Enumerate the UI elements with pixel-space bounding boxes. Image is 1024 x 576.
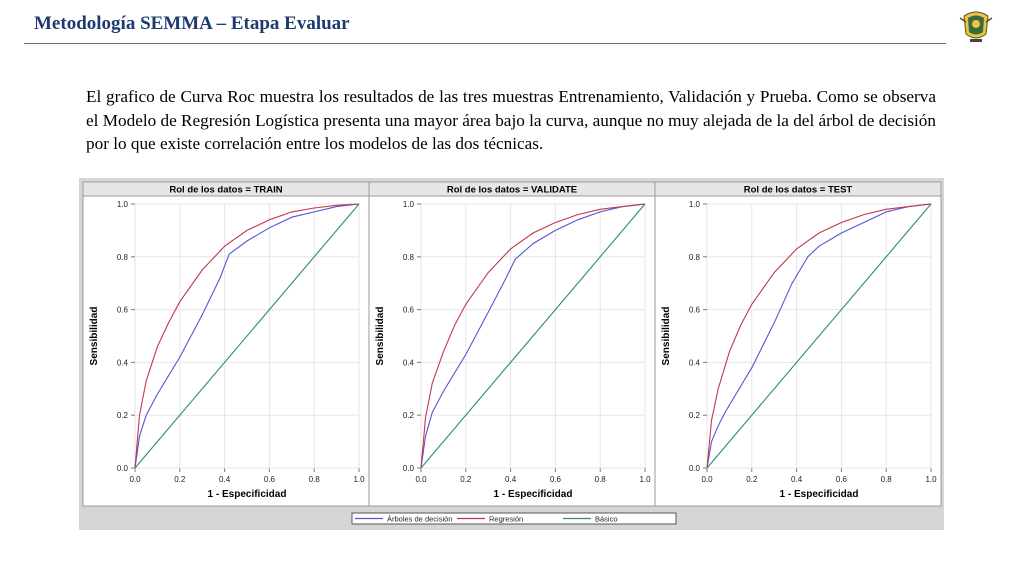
chart-legend <box>352 513 676 524</box>
x-tick-label: 0.8 <box>880 475 892 484</box>
x-tick-label: 1.0 <box>925 475 937 484</box>
legend-label: Básico <box>595 514 618 524</box>
y-tick-label: 0.2 <box>116 411 128 421</box>
y-tick-label: 0.8 <box>116 252 128 262</box>
x-tick-label: 0.2 <box>746 475 758 484</box>
x-tick-label: 0.0 <box>701 475 713 484</box>
y-tick-label: 0.8 <box>688 252 700 262</box>
legend-label: Regresión <box>489 514 524 524</box>
y-tick-label: 1.0 <box>688 200 700 209</box>
y-tick-label: 0.6 <box>688 305 700 315</box>
x-tick-label: 0.8 <box>308 475 320 484</box>
y-tick-label: 0.8 <box>402 252 414 262</box>
roc-panel-1 <box>369 182 655 506</box>
x-tick-label: 1.0 <box>353 475 365 484</box>
y-tick-label: 0.2 <box>688 411 700 421</box>
roc-panel-2 <box>655 182 941 506</box>
x-axis-label: 1 - Especificidad <box>779 489 859 500</box>
x-tick-label: 0.4 <box>505 475 517 484</box>
x-tick-label: 0.2 <box>460 475 472 484</box>
y-tick-label: 0.4 <box>402 358 414 368</box>
y-axis-label: Sensibilidad <box>661 306 672 366</box>
y-tick-label: 0.4 <box>688 358 700 368</box>
panel-title: Rol de los datos = TEST <box>743 184 853 196</box>
y-tick-label: 0.6 <box>402 305 414 315</box>
title-divider <box>24 43 946 44</box>
roc-panel-0 <box>83 182 369 506</box>
y-tick-label: 0.2 <box>402 411 414 421</box>
university-crest-logo <box>956 6 996 46</box>
y-tick-label: 1.0 <box>402 200 414 209</box>
y-tick-label: 0.0 <box>402 464 414 473</box>
x-tick-label: 0.6 <box>549 475 561 484</box>
x-tick-label: 1.0 <box>639 475 651 484</box>
page-title: Metodología SEMMA – Etapa Evaluar <box>34 13 350 34</box>
body-paragraph: El grafico de Curva Roc muestra los resultados de las tres muestras Entrenamiento, Validación y Prueba. Como se observa el Modelo de Regresión Logística presenta una mayor área bajo la curva, aunque no muy alejada de la del árbol de decisión por lo que existe correlación entre los modelos de las dos técnicas. <box>86 87 936 153</box>
x-axis-label: 1 - Especificidad <box>207 489 287 500</box>
panel-title: Rol de los datos = VALIDATE <box>446 184 578 196</box>
x-tick-label: 0.0 <box>129 475 141 484</box>
y-tick-label: 0.4 <box>116 358 128 368</box>
y-tick-label: 1.0 <box>116 200 128 209</box>
x-tick-label: 0.4 <box>791 475 803 484</box>
panel-title: Rol de los datos = TRAIN <box>169 184 283 196</box>
y-tick-label: 0.0 <box>116 464 128 473</box>
x-tick-label: 0.4 <box>219 475 231 484</box>
x-tick-label: 0.8 <box>594 475 606 484</box>
x-tick-label: 0.0 <box>415 475 427 484</box>
x-tick-label: 0.2 <box>174 475 186 484</box>
y-axis-label: Sensibilidad <box>89 306 100 366</box>
x-tick-label: 0.6 <box>263 475 275 484</box>
roc-figure <box>79 178 944 530</box>
x-tick-label: 0.6 <box>835 475 847 484</box>
y-axis-label: Sensibilidad <box>375 306 386 366</box>
y-tick-label: 0.6 <box>116 305 128 315</box>
x-axis-label: 1 - Especificidad <box>493 489 573 500</box>
y-tick-label: 0.0 <box>688 464 700 473</box>
legend-label: Árboles de decisión <box>387 514 453 524</box>
